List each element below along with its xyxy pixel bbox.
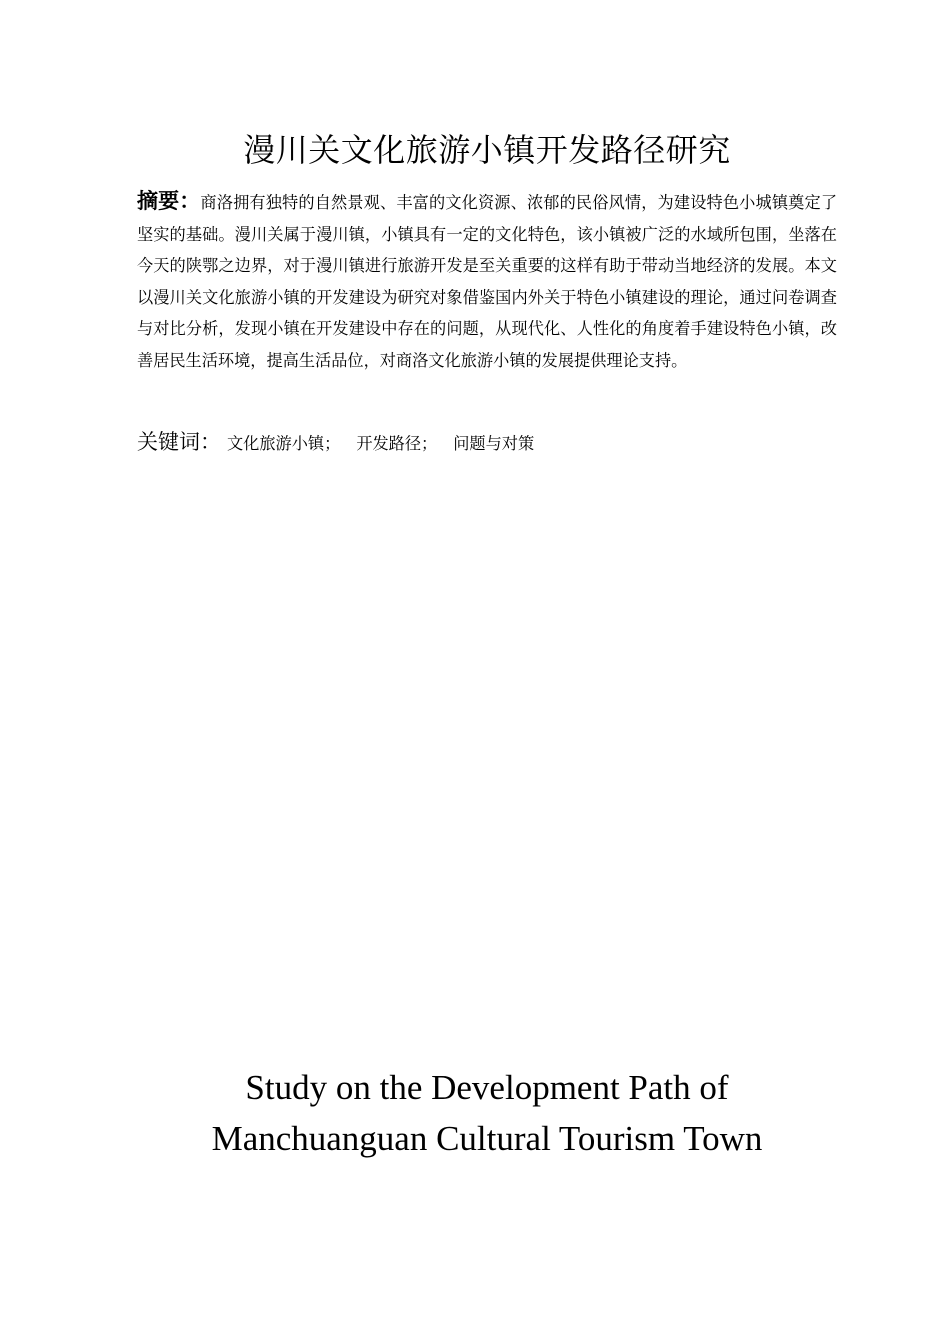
keyword-item: 开发路径；	[356, 434, 438, 453]
abstract-text: 商洛拥有独特的自然景观、丰富的文化资源、浓郁的民俗风情，为建设特色小城镇奠定了坚实的基础。漫川关属于漫川镇，小镇具有一定的文化特色，该小镇被广泛的水域所包围，坐落在今天的陕鄂之边界，对于漫川镇进行旅游开发是至关重要的这样有助于带动当地经济的发展。本文以漫川关文化旅游小镇的开发建设为研究对象借鉴国内外关于特色小镇建设的理论，通过问卷调查与对比分析，发现小镇在开发建设中存在的问题，从现代化、人性化的角度着手建设特色小镇，改善居民生活环境，提高生活品位，对商洛文化旅游小镇的发展提供理论支持。	[137, 193, 838, 370]
keyword-item: 问题与对策	[453, 434, 535, 453]
chinese-title: 漫川关文化旅游小镇开发路径研究	[243, 131, 731, 169]
keywords-label: 关键词：	[137, 430, 221, 454]
keywords-line	[137, 426, 837, 460]
keyword-item: 文化旅游小镇；	[227, 434, 341, 453]
english-title-line-1: Study on the Development Path of	[245, 1068, 729, 1107]
abstract-paragraph	[137, 186, 837, 376]
abstract-label: 摘要：	[137, 189, 201, 213]
english-title-line-2: Manchuanguan Cultural Tourism Town	[211, 1119, 763, 1158]
english-title	[0, 1062, 950, 1164]
